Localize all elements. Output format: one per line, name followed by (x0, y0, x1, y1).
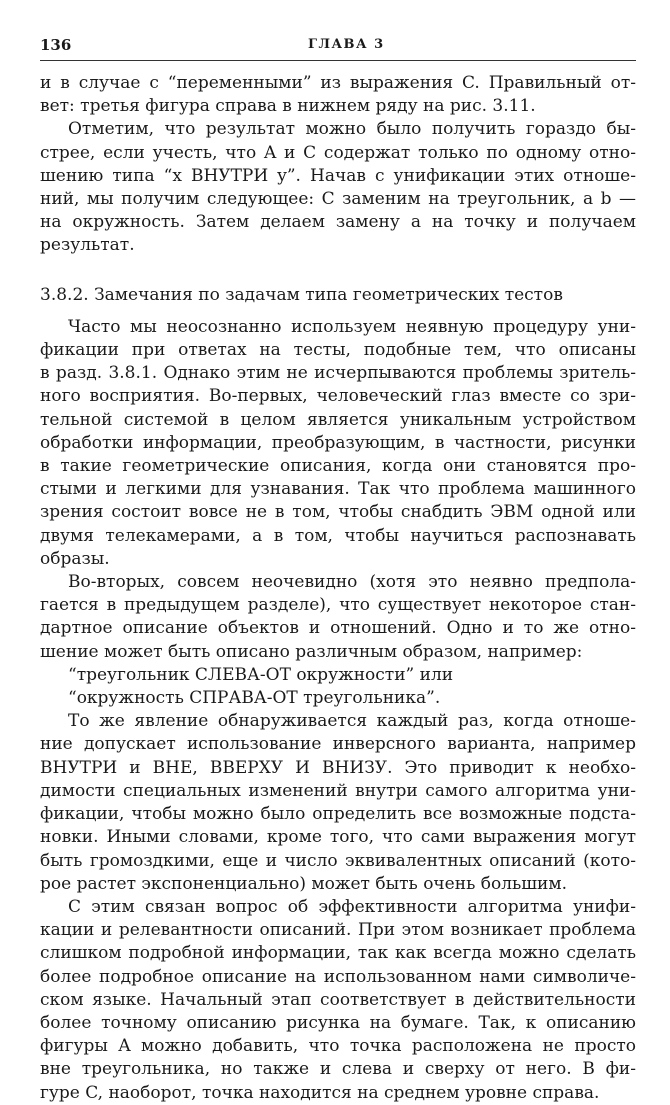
quote-line: “треугольник СЛЕВА-ОТ окружности” или (68, 664, 454, 685)
text-line: ВНУТРИ и ВНЕ, ВВЕРХУ И ВНИЗУ. Это приводит к необхо- (40, 757, 636, 778)
text-line: гается в предыдущем разделе), что существует некоторое стан- (40, 595, 636, 616)
text-line: результат. (40, 235, 135, 256)
text-line: вет: третья фигура справа в нижнем ряду на рис. 3.11. (40, 96, 536, 117)
text-line: ние допускает использование инверсного варианта, например (40, 734, 636, 755)
page-body (40, 72, 636, 1105)
text-line: фикации, чтобы можно было определить все возможные подста- (40, 804, 636, 825)
text-line: более точному описанию рисунка на бумаге. Так, к описанию (40, 1012, 636, 1033)
text-line: обработки информации, преобразующим, в частности, рисунки (40, 432, 636, 453)
text-line: быть громоздкими, еще и число эквивалентных описаний (кото- (40, 850, 636, 871)
text-line: То же явление обнаруживается каждый раз, когда отноше- (68, 711, 636, 732)
text-line: фикации при ответах на тесты, подобные тем, что описаны (40, 340, 636, 361)
text-line: ском языке. Начальный этап соответствует в действительности (40, 989, 636, 1010)
text-line: фигуры A можно добавить, что точка расположена не просто (40, 1036, 636, 1057)
text-line: вне треугольника, но также и слева и сверху от него. В фи- (40, 1059, 636, 1080)
text-line: в такие геометрические описания, когда они становятся про- (40, 456, 636, 477)
text-line: кации и релевантности описаний. При этом возникает проблема (40, 920, 636, 941)
text-line: Отметим, что результат можно было получить гораздо бы- (68, 119, 636, 140)
text-line: Часто мы неосознанно используем неявную процедуру уни- (68, 316, 636, 337)
text-line: С этим связан вопрос об эффективности алгоритма унифи- (68, 896, 636, 917)
paragraph (40, 316, 636, 571)
paragraph (40, 896, 636, 1105)
text-line: стыми и легкими для узнавания. Так что проблема машинного (40, 479, 636, 500)
paragraph (40, 118, 636, 257)
paragraph (40, 571, 636, 664)
text-line: образы. (40, 548, 110, 569)
text-line: стрее, если учесть, что A и C содержат только по одному отно- (40, 142, 636, 163)
text-line: и в случае с “переменными” из выражения C. Правильный от- (40, 73, 636, 93)
text-line: более подробное описание на использованном нами символиче- (40, 966, 636, 987)
paragraph (40, 72, 636, 118)
text-line: дартное описание объектов и отношений. Одно и то же отно- (40, 618, 636, 639)
text-line: димости специальных изменений внутри самого алгоритма уни- (40, 780, 636, 801)
page-number: 136 (40, 36, 72, 54)
text-line: новки. Иными словами, кроме того, что сами выражения могут (40, 827, 636, 848)
text-line: тельной системой в целом является уникальным устройством (40, 409, 636, 430)
text-line: в разд. 3.8.1. Однако этим не исчерпываются проблемы зритель- (40, 363, 636, 384)
chapter-title: ГЛАВА 3 (308, 37, 385, 52)
text-line: Во-вторых, совсем неочевидно (хотя это неявно предпола- (68, 572, 636, 593)
text-line: шению типа “x ВНУТРИ y”. Начав с унификации этих отноше- (40, 165, 636, 186)
text-line: на окружность. Затем делаем замену a на точку и получаем (40, 212, 636, 233)
text-line: рое растет экспоненциально) может быть очень большим. (40, 873, 568, 894)
text-line: двумя телекамерами, а в том, чтобы научиться распознавать (40, 525, 636, 546)
text-line: гуре C, наоборот, точка находится на среднем уровне справа. (40, 1082, 600, 1103)
text-line: шение может быть описано различным образом, например: (40, 641, 583, 662)
running-header (40, 36, 636, 61)
quote-line: “окружность СПРАВА-ОТ треугольника”. (68, 688, 441, 709)
text-line: слишком подробной информации, так как всегда можно сделать (40, 943, 636, 964)
section-heading: 3.8.2. Замечания по задачам типа геометрических тестов (40, 284, 563, 305)
text-line: зрения состоит вовсе не в том, чтобы снабдить ЭВМ одной или (40, 502, 636, 523)
paragraph (40, 710, 636, 896)
text-line: ного восприятия. Во-первых, человеческий глаз вместе со зри- (40, 386, 636, 407)
text-line: ний, мы получим следующее: C заменим на треугольник, а b — (40, 189, 636, 210)
